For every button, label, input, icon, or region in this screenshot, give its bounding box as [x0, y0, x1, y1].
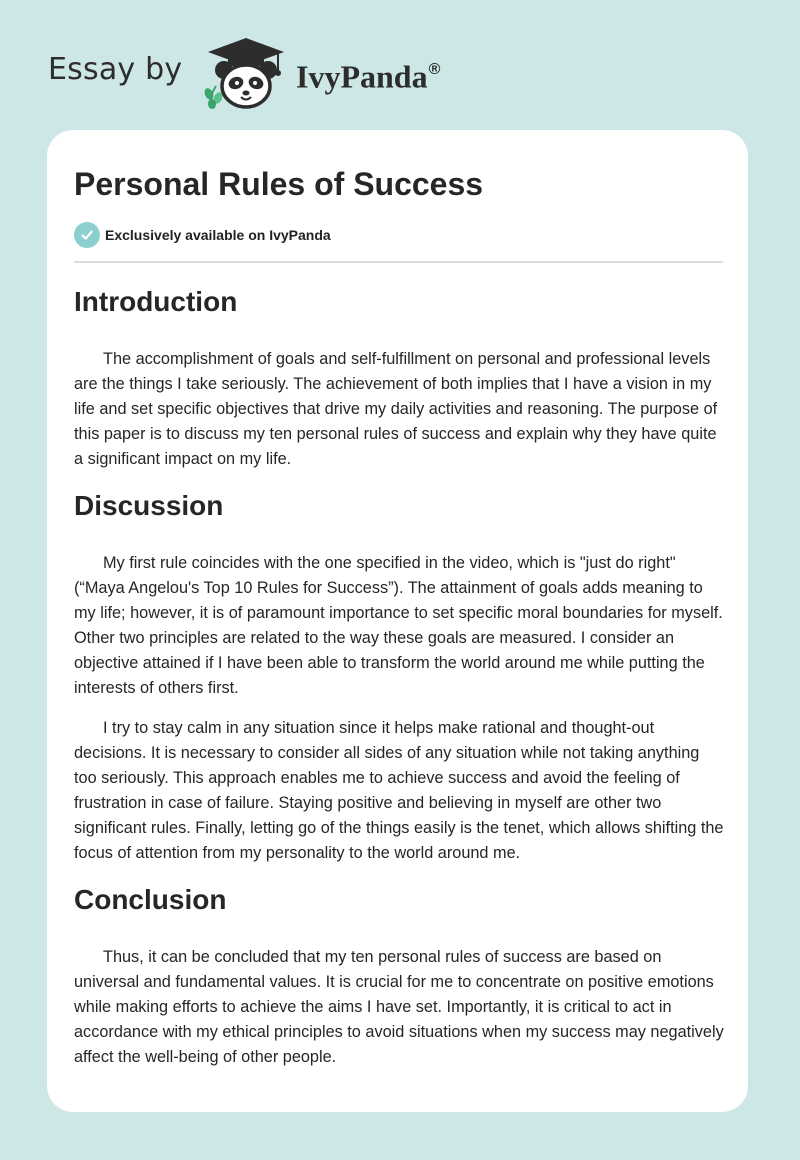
panda-graduate-icon[interactable] — [200, 36, 292, 110]
divider — [74, 261, 723, 263]
section-heading-discussion: Discussion — [74, 490, 224, 521]
registered-mark: ® — [428, 61, 441, 78]
brand-prefix: Essay by — [48, 52, 183, 87]
paragraph: I try to stay calm in any situation since it helps make rational and thought-out decisions. It is necessary to consider all sides of any situation while not taking anything too seriously. This approach enables me to achieve success and avoid the feeling of frustration in case of failure. Staying positive and believing in myself are other two significant rules. Finally, letting go of the things easily is the tenet, which allows shifting the focus of attention from my personality to the world around me. — [74, 719, 724, 862]
section-heading-conclusion: Conclusion — [74, 884, 227, 915]
exclusive-badge — [74, 222, 331, 248]
paragraph: Thus, it can be concluded that my ten personal rules of success are based on universal and fundamental values. It is crucial for me to concentrate on positive emotions while making efforts to achieve the aims I have set. Importantly, it is critical to act in accordance with my ethical principles to avoid situations when my success may negatively affect the well-being of other people. — [74, 948, 724, 1066]
brand-name[interactable]: IvyPanda® — [296, 58, 441, 95]
section-heading-introduction: Introduction — [74, 286, 238, 317]
badge-label: Exclusively available on IvyPanda — [105, 227, 331, 243]
check-icon — [74, 222, 100, 248]
site-header — [0, 0, 800, 120]
paragraph: My first rule coincides with the one specified in the video, which is "just do right" (“Maya Angelou's Top 10 Rules for Success”). The attainment of goals adds meaning to my life; however, it is of paramount importance to set specific moral boundaries for myself. Other two principles are related to the way these goals are measured. I consider an objective attained if I have been able to transform the world around me while putting the interests of others first. — [74, 554, 723, 697]
essay-card — [47, 130, 748, 1112]
essay-body — [74, 280, 724, 1070]
paragraph: The accomplishment of goals and self-fulfillment on personal and professional levels are the things I take seriously. The achievement of both implies that I have a vision in my life and set specific objectives that drive my daily activities and reasoning. The purpose of this paper is to discuss my ten personal rules of success and explain why they have quite a significant impact on my life. — [74, 350, 718, 468]
essay-title: Personal Rules of Success — [74, 166, 484, 202]
